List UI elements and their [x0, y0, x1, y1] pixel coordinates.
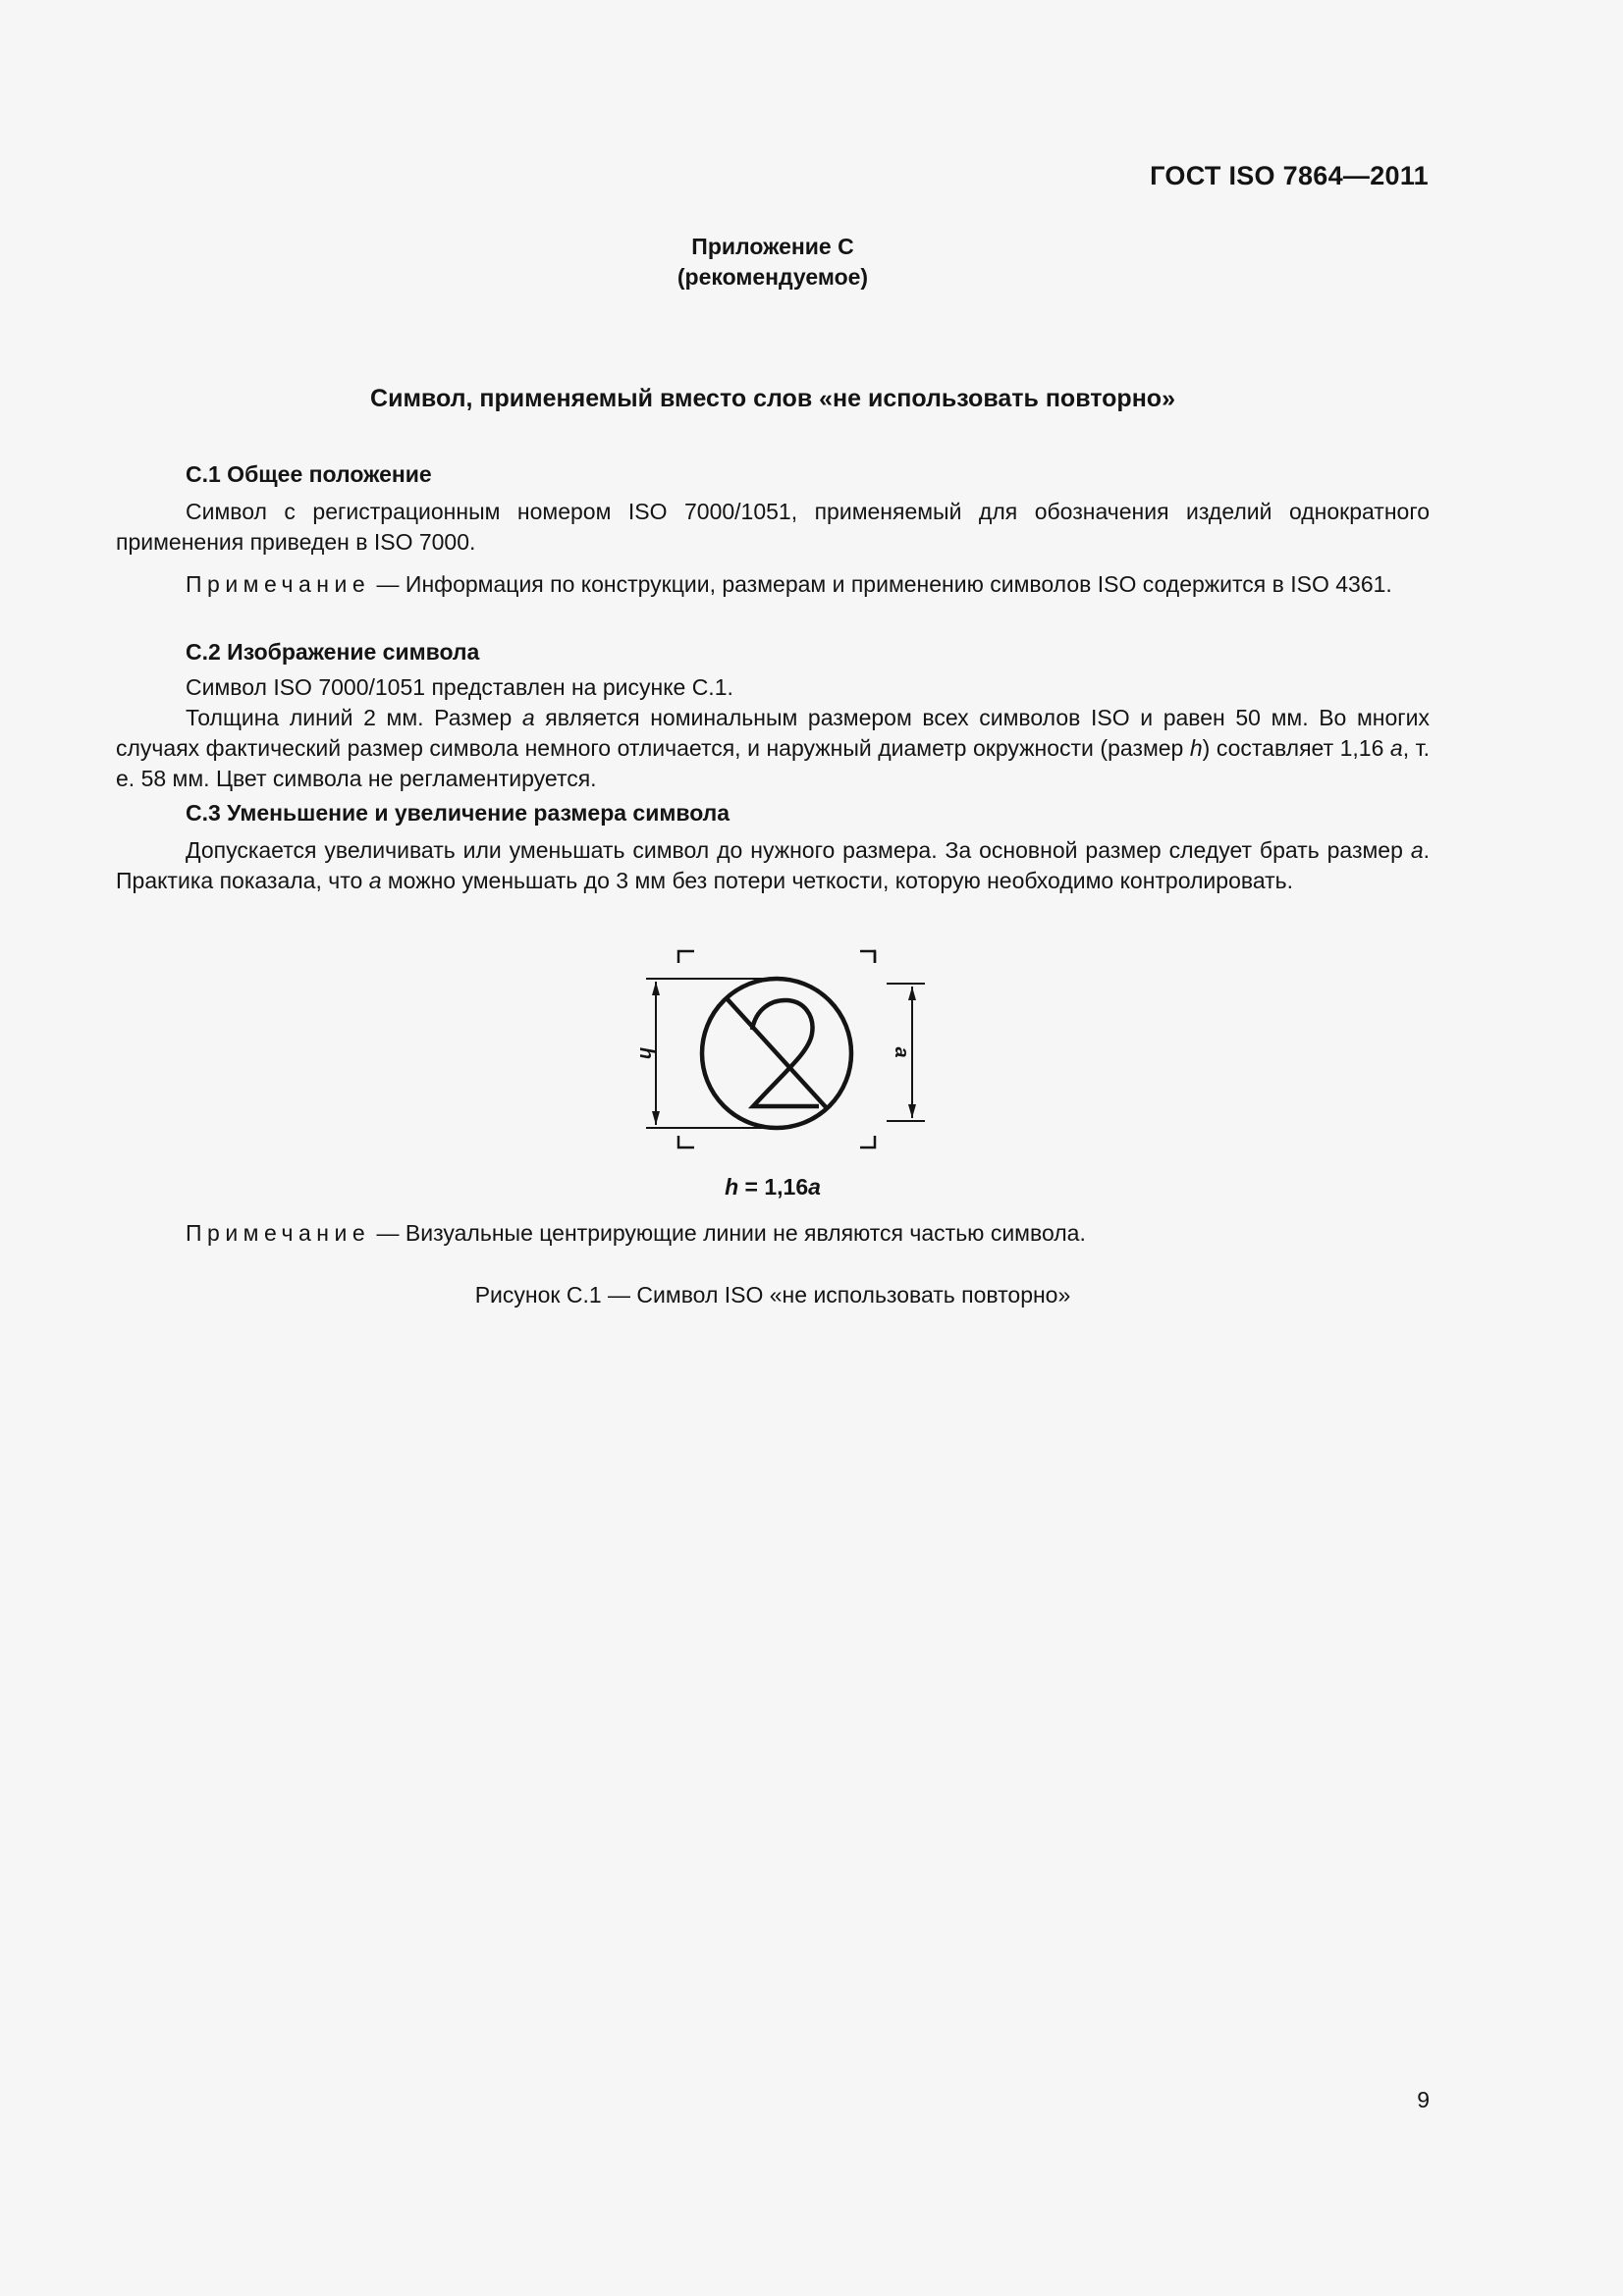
text-run: Допускается увеличивать или уменьшать символ до нужного размера. За основной размер следует брать размер: [186, 837, 1411, 863]
corner-mark-top-right-arm: [860, 951, 875, 963]
section-c2-body: [116, 672, 1430, 794]
dimension-h-arrow-top: [652, 982, 660, 995]
formula-text: = 1,16: [738, 1174, 809, 1200]
figure-note: [186, 1220, 1086, 1247]
note-text: — Информация по конструкции, размерам и применению символов ISO содержится в ISO 4361.: [370, 571, 1392, 597]
dimension-a-arrow-bottom: [908, 1104, 916, 1118]
section-c3-body: [116, 835, 1430, 896]
formula-variable-a: a: [808, 1174, 821, 1200]
variable-a: a: [1410, 837, 1424, 863]
section-c1-note: [116, 569, 1430, 600]
annex-status: (рекомендуемое): [676, 264, 869, 290]
corner-mark-bottom-left: [678, 1136, 694, 1148]
text-run: Толщина линий 2 мм. Размер: [186, 705, 522, 730]
iso-do-not-reuse-symbol-figure: [628, 946, 943, 1164]
text-run: , т. е. 58 мм. Цвет символа не регламентируется.: [116, 735, 1431, 791]
section-c2-paragraph-1: Символ ISO 7000/1051 представлен на рисунке С.1.: [186, 674, 733, 700]
figure-caption: Рисунок С.1 — Символ ISO «не использовать повторно»: [474, 1282, 1071, 1308]
annex-title: Символ, применяемый вместо слов «не использовать повторно»: [370, 385, 1175, 412]
symbol-diagonal-stroke: [726, 997, 828, 1109]
formula-variable-h: h: [725, 1174, 739, 1200]
text-run: можно уменьшать до 3 мм без потери четкости, которую необходимо контролировать.: [381, 868, 1294, 893]
note-text: — Визуальные центрирующие линии не являются частью символа.: [370, 1220, 1086, 1246]
document-code: ГОСТ ISO 7864—2011: [1150, 161, 1429, 190]
section-c3-heading: С.3 Уменьшение и увеличение размера символа: [186, 800, 730, 826]
variable-a: a: [368, 868, 382, 893]
text-run: ) составляет 1,16: [1202, 735, 1390, 761]
variable-a: a: [521, 705, 535, 730]
text-run: . Практика показала, что: [116, 837, 1430, 893]
section-c2-paragraph-2: [116, 703, 1430, 794]
note-label: Примечание: [186, 1220, 371, 1246]
section-c1-body: [116, 497, 1430, 600]
text-run: является номинальным размером всех символов ISO и равен 50 мм. Во многих случаях фактический размер символа немного отличается, и наружный диаметр окружности (размер: [116, 705, 1431, 761]
variable-a: a: [1389, 735, 1403, 761]
section-c3-paragraph: [116, 835, 1430, 896]
annex-label: Приложение С: [691, 234, 854, 259]
variable-h: h: [1189, 735, 1203, 761]
dimension-h-label: h: [635, 1046, 657, 1060]
section-c1-heading: С.1 Общее положение: [186, 461, 432, 487]
annex-heading: [0, 232, 1545, 293]
corner-mark-bottom-right: [860, 1136, 875, 1148]
dimension-a-arrow-top: [908, 987, 916, 1000]
page-number: 9: [1417, 2087, 1430, 2112]
figure-formula: [0, 1174, 1545, 1201]
do-not-reuse-symbol: [702, 979, 851, 1128]
section-c2-heading: С.2 Изображение символа: [186, 639, 480, 665]
section-c1-paragraph: Символ с регистрационным номером ISO 7000/1051, применяемый для обозначения изделий однократного применения приведен в ISO 7000.: [116, 499, 1430, 555]
corner-mark-top-left: [678, 951, 694, 963]
dimension-h-arrow-bottom: [652, 1111, 660, 1125]
dimension-a-label: a: [891, 1046, 912, 1058]
note-label: Примечание: [186, 571, 371, 597]
